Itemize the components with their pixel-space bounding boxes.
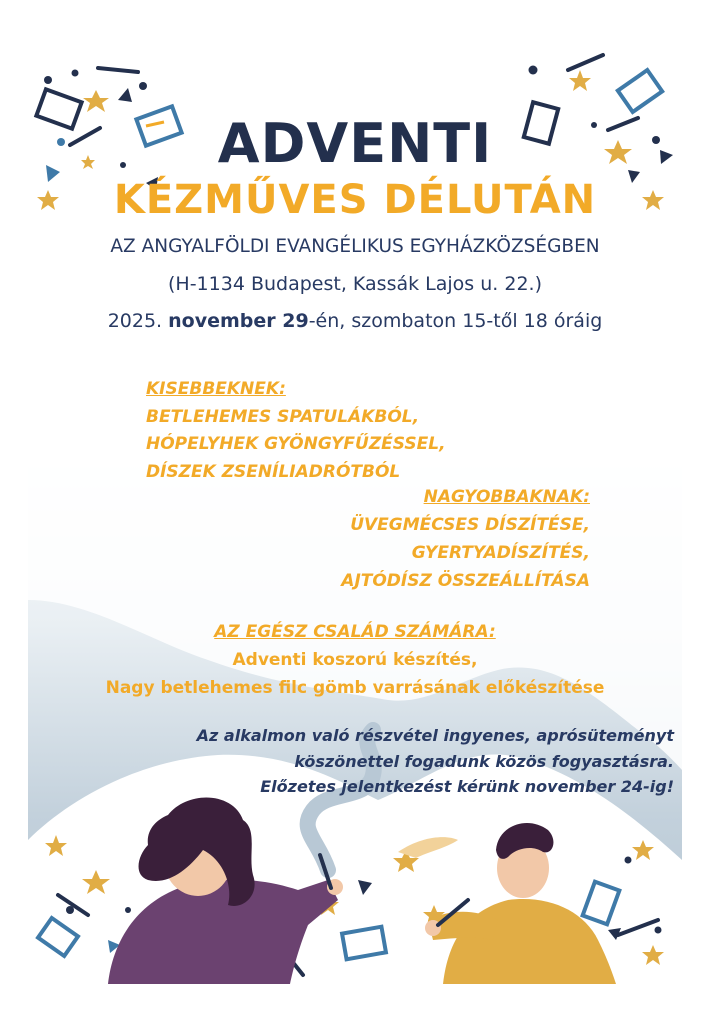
kids-item: BETLEHEMES SPATULÁKBÓL, — [146, 406, 420, 427]
dot-icon — [44, 76, 52, 84]
older-section — [341, 483, 590, 595]
kids-section — [146, 376, 446, 486]
note-line: Előzetes jelentkezést kérünk november 24-ig! — [260, 777, 674, 796]
kids-item: DÍSZEK ZSENÍLIADRÓTBÓL — [146, 461, 401, 482]
older-item: AJTÓDÍSZ ÖSSZEÁLLÍTÁSA — [341, 571, 590, 591]
date-day: november 29 — [168, 310, 309, 332]
date-time — [28, 310, 682, 332]
kids-heading: KISEBBEKNEK: — [146, 379, 286, 399]
family-heading: AZ EGÉSZ CSALÁD SZÁMÁRA: — [214, 622, 496, 642]
family-section — [28, 618, 682, 702]
poster — [28, 40, 682, 984]
dot-icon — [529, 66, 538, 75]
note-line: Az alkalmon való részvétel ingyenes, aprósüteményt — [196, 726, 674, 745]
older-item: ÜVEGMÉCSES DÍSZÍTÉSE, — [350, 515, 590, 535]
date-rest: -én, szombaton 15-től 18 óráig — [308, 310, 603, 332]
dot-icon — [72, 70, 79, 77]
family-item: Adventi koszorú készítés, — [232, 650, 478, 670]
older-item: GYERTYADÍSZÍTÉS, — [411, 543, 590, 563]
address: (H-1134 Budapest, Kassák Lajos u. 22.) — [168, 273, 542, 295]
kids-item: HÓPELYHEK GYÖNGYFŰZÉSSEL, — [146, 434, 446, 454]
dot-icon — [125, 907, 131, 913]
older-heading: NAGYOBBAKNAK: — [423, 487, 590, 507]
dot-icon — [655, 927, 662, 934]
dot-icon — [625, 857, 632, 864]
note-line: köszönettel fogadunk közös fogyasztásra. — [294, 751, 674, 771]
title-line-1: ADVENTI — [217, 112, 493, 175]
participation-note — [197, 723, 674, 800]
family-item: Nagy betlehemes filc gömb varrásának előkészítése — [105, 678, 605, 698]
church-name: AZ ANGYALFÖLDI EVANGÉLIKUS EGYHÁZKÖZSÉGBEN — [110, 236, 600, 257]
dot-icon — [139, 82, 147, 90]
title-line-2: KÉZMŰVES DÉLUTÁN — [113, 177, 597, 223]
date-year: 2025. — [107, 310, 169, 332]
